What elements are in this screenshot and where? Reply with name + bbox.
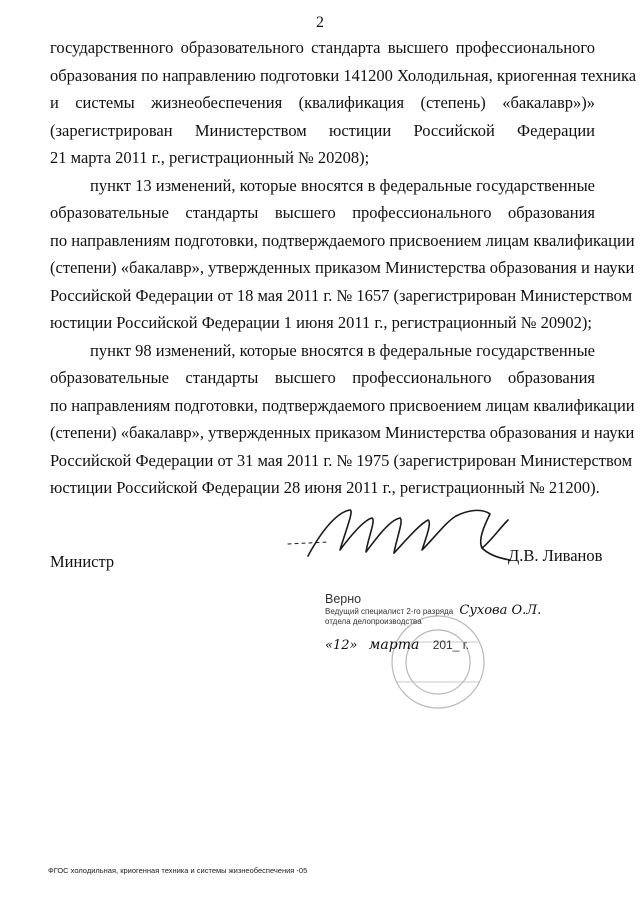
text-line: Российской Федерации от 31 мая 2011 г. № 1975 (зарегистрирован Министерством — [50, 450, 633, 470]
text-line: Российской Федерации от 18 мая 2011 г. № 1657 (зарегистрирован Министерством — [50, 285, 633, 305]
text-line: юстиции Российской Федерации 1 июня 2011 г., регистрационный № 20902); — [50, 313, 592, 332]
text-line: пункт 13 изменений, которые вносятся в федеральные государственные — [90, 175, 595, 195]
certification-date — [325, 637, 625, 653]
date-month: марта — [368, 637, 420, 653]
text-line: образования по направлению подготовки 141200 Холодильная, криогенная техника — [50, 65, 637, 85]
text-line: государственного образовательного стандарта высшего профессионального — [50, 38, 595, 57]
date-year: 201_ г. — [432, 638, 469, 652]
text-line: (степени) «бакалавр», утвержденных приказом Министерства образования и науки — [50, 423, 635, 442]
date-day: «12» — [325, 638, 358, 653]
position-line-2: отдела делопроизводства — [325, 617, 422, 626]
page-number: 2 — [316, 14, 324, 31]
text-line: 21 марта 2011 г., регистрационный № 20208); — [50, 148, 370, 167]
text-line: по направлениям подготовки, подтверждаемого присвоением лицам квалификации — [50, 230, 635, 250]
text-line: пункт 98 изменений, которые вносятся в федеральные государственные — [90, 340, 595, 360]
footer-note: ФГОС холодильная, криогенная техника и системы жизнеобеспечения -05 — [48, 866, 308, 875]
text-line: образовательные стандарты высшего профессионального образования — [50, 368, 595, 387]
minister-name: Д.В. Ливанов — [508, 546, 603, 565]
certification-position — [325, 603, 625, 618]
position-line-1: Ведущий специалист 2-го разряда — [325, 607, 454, 616]
text-line: и системы жизнеобеспечения (квалификация (степень) «бакалавр»)» — [50, 93, 595, 112]
certification-block — [325, 592, 625, 653]
certification-verno: Верно — [325, 592, 362, 606]
text-line: (зарегистрирован Министерством юстиции Российской Федерации — [50, 120, 595, 140]
document-body — [50, 34, 637, 502]
text-line: по направлениям подготовки, подтверждаемого присвоением лицам квалификации — [50, 395, 635, 415]
handwritten-signature — [268, 498, 518, 568]
handwritten-name: Сухова О.Л. — [459, 603, 542, 618]
text-line: юстиции Российской Федерации 28 июня 2011 г., регистрационный № 21200). — [50, 478, 600, 497]
text-line: образовательные стандарты высшего профессионального образования — [50, 203, 595, 222]
minister-title: Министр — [50, 552, 115, 571]
text-line: (степени) «бакалавр», утвержденных приказом Министерства образования и науки — [50, 258, 635, 277]
